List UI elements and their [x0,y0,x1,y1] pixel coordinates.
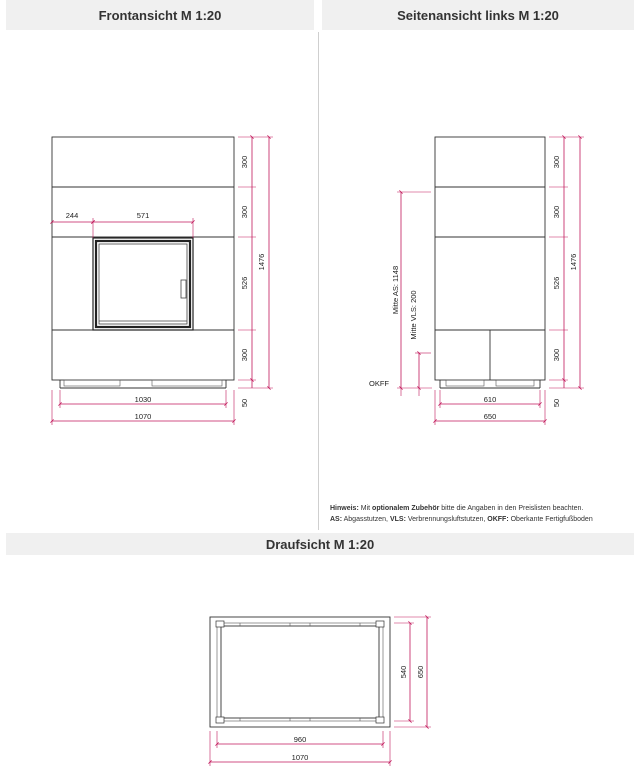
side-dim-seg3: 526 [552,276,561,290]
note-hint-pre: Mit [360,505,371,512]
side-dim-1476: 1476 [569,253,578,271]
side-dim-vls: Mitte VLS: 200 [409,290,418,340]
note-as-text: Abgasstutzen, [343,516,388,523]
side-foot-right [496,380,534,386]
side-dim-as: Mitte AS: 1148 [391,265,400,315]
side-view-title: Seitenansicht links M 1:20 [397,7,559,23]
front-dim-base: 50 [240,398,249,408]
side-dim-seg2: 300 [552,205,561,219]
top-dim-960: 960 [293,735,307,744]
top-inner-outline [221,626,379,718]
front-door-frame [93,238,193,330]
front-foot-left [64,380,120,386]
front-dim-1070: 1070 [134,412,152,421]
top-view-title: Draufsicht M 1:20 [265,536,375,552]
top-corner-bl [216,717,224,723]
front-view-title: Frontansicht M 1:20 [98,7,222,23]
front-dim-1476: 1476 [257,253,266,271]
note-okff-label: OKFF: [487,516,509,523]
top-view [210,617,431,766]
front-door-handle [181,280,186,298]
side-view [369,137,584,425]
note-as-label: AS: [330,516,343,523]
front-dim-seg4: 300 [240,348,249,362]
side-dim-650: 650 [483,412,497,421]
front-dim-seg3: 526 [240,276,249,290]
note-vls-label: VLS: [389,516,406,523]
top-corner-tl [216,621,224,627]
side-dim-seg1: 300 [552,155,561,169]
top-dim-1070: 1070 [291,753,309,762]
note-vls-text: Verbrennungsluftstutzen, [407,516,486,523]
side-dim-seg4: 300 [552,348,561,362]
front-dim-1030: 1030 [134,395,152,404]
top-outer-outline [210,617,390,727]
front-view [52,137,273,425]
front-dim-244: 244 [65,211,79,220]
note-okff-text: Oberkante Fertigfußboden [510,516,593,523]
side-okff-label: OKFF [369,379,389,388]
note-hint-label: Hinweis: [330,505,359,512]
top-inner-frame [217,623,383,721]
front-dim-571: 571 [136,211,150,220]
side-dim-610: 610 [483,395,497,404]
top-dim-540: 540 [399,665,408,679]
side-dim-base: 50 [552,398,561,408]
note-hint-post: bitte die Angaben in den Preislisten beachten. [441,505,584,512]
top-dim-650: 650 [416,665,425,679]
note-hint-bold: optionalem Zubehör [372,505,440,512]
top-corner-tr [376,621,384,627]
front-foot-right [152,380,222,386]
side-foot-left [446,380,484,386]
front-dim-seg2: 300 [240,205,249,219]
front-dim-seg1: 300 [240,155,249,169]
top-corner-br [376,717,384,723]
